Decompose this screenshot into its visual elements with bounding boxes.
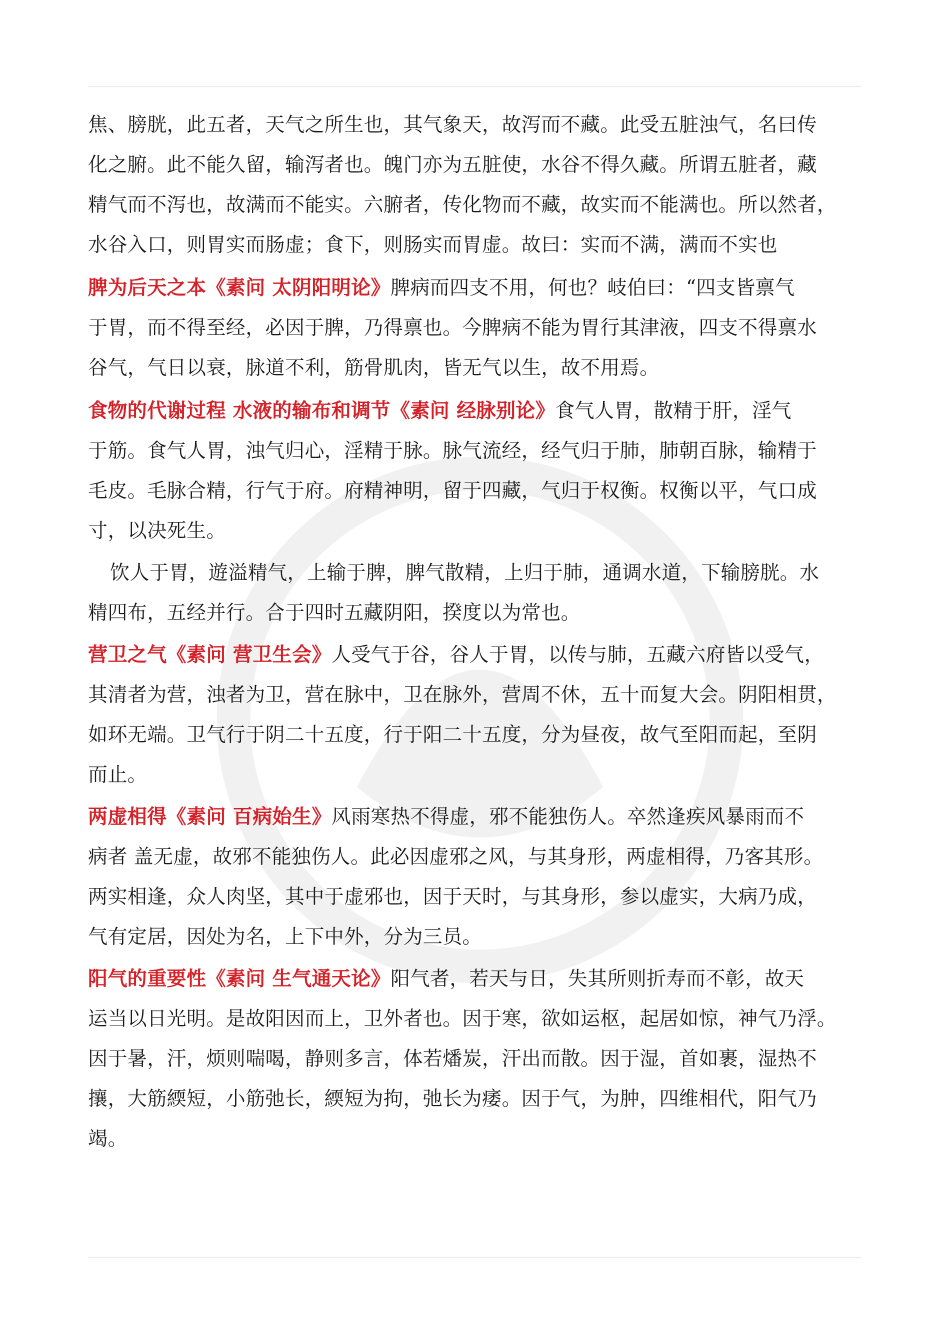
section-heading: 脾为后天之本《素问 太阴阳明论》 [88, 276, 391, 299]
section-line: 脾为后天之本《素问 太阴阳明论》脾病而四支不用，何也？岐伯曰：“四支皆禀气 [88, 276, 795, 299]
text-line: 攘，大筋緛短，小筋弛长，緛短为拘，弛长为痿。因于气，为肿，四维相代，阳气乃 [88, 1087, 817, 1110]
text-line: 精气而不泻也，故满而不能实。六腑者，传化物而不藏，故实而不能满也。所以然者， [88, 193, 837, 216]
section-heading: 两虚相得《素问 百病始生》 [88, 805, 332, 828]
text-line: 毛皮。毛脉合精，行气于府。府精神明，留于四藏，气归于权衡。权衡以平，气口成 [88, 479, 817, 502]
text-line: 其清者为营，浊者为卫，营在脉中，卫在脉外，营周不休，五十而复大会。阴阳相贯， [88, 683, 837, 706]
text-line: 气有定居，因处为名，上下中外，分为三员。 [88, 925, 483, 948]
text-line: 水谷入口，则胃实而肠虚；食下，则肠实而胃虚。故曰：实而不满，满而不实也 [88, 233, 778, 256]
section-line: 食物的代谢过程 水液的输布和调节《素问 经脉别论》食气人胃，散精于肝，淫气 [88, 399, 792, 422]
text-line: 病者 盖无虚，故邪不能独伤人。此必因虚邪之风，与其身形，两虚相得，乃客其形。 [88, 845, 824, 868]
top-rule [88, 86, 862, 87]
section-heading: 阳气的重要性《素问 生气通天论》 [88, 967, 391, 990]
bottom-rule [88, 1257, 862, 1258]
text-line: 于胃，而不得至经，必因于脾，乃得禀也。今脾病不能为胃行其津液，四支不得禀水 [88, 316, 817, 339]
text-line: 竭。 [88, 1127, 128, 1150]
text-line: 精四布，五经并行。合于四时五藏阴阳，揆度以为常也。 [88, 601, 581, 624]
text-line: 化之腑。此不能久留，输泻者也。魄门亦为五脏使，水谷不得久藏。所谓五脏者，藏 [88, 153, 817, 176]
text-line: 而止。 [88, 763, 148, 786]
text-line: 焦、膀胱，此五者，天气之所生也，其气象天，故泻而不藏。此受五脏浊气，名曰传 [88, 113, 817, 136]
section-line: 阳气的重要性《素问 生气通天论》阳气者，若天与日，失其所则折寿而不彰，故天 [88, 967, 805, 990]
text-line: 饮人于胃，遊溢精气，上输于脾，脾气散精，上归于肺，通调水道，下输膀胱。水 [110, 561, 820, 584]
text-line: 因于暑，汗，烦则喘喝，静则多言，体若燔炭，汗出而散。因于湿，首如裹，湿热不 [88, 1047, 817, 1070]
watermark-logo-icon [200, 440, 760, 1000]
text-line: 运当以日光明。是故阳因而上，卫外者也。因于寒，欲如运枢，起居如惊，神气乃浮。 [88, 1007, 837, 1030]
text-line: 如环无端。卫气行于阴二十五度，行于阳二十五度，分为昼夜，故气至阳而起，至阴 [88, 723, 817, 746]
text-line: 于筋。食气人胃，浊气归心，淫精于脉。脉气流经，经气归于肺，肺朝百脉，输精于 [88, 439, 817, 462]
text-line: 谷气，气日以衰，脉道不利，筋骨肌肉，皆无气以生，故不用焉。 [88, 356, 660, 379]
text-line: 两实相逢，众人肉坚，其中于虚邪也，因于天时，与其身形，参以虚实，大病乃成， [88, 885, 817, 908]
section-heading: 食物的代谢过程 水液的输布和调节《素问 经脉别论》 [88, 399, 556, 422]
section-line: 营卫之气《素问 营卫生会》人受气于谷，谷人于胃，以传与肺，五藏六府皆以受气， [88, 643, 824, 666]
section-heading: 营卫之气《素问 营卫生会》 [88, 643, 332, 666]
text-line: 寸，以决死生。 [88, 519, 226, 542]
section-line: 两虚相得《素问 百病始生》风雨寒热不得虚，邪不能独伤人。卒然逢疾风暴雨而不 [88, 805, 805, 828]
